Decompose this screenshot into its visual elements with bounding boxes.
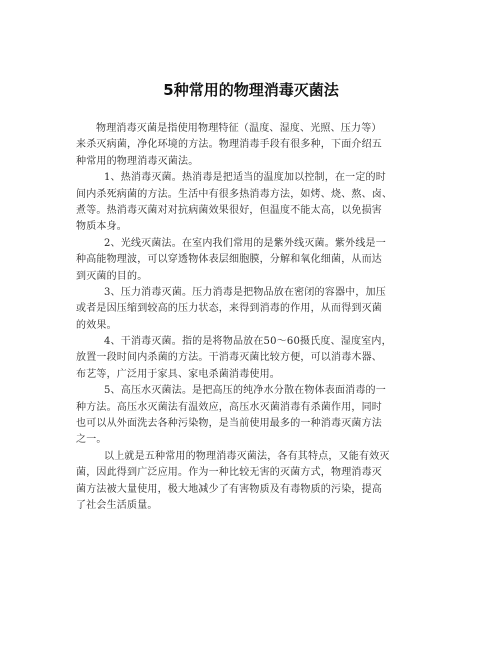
paragraph-line: 5、高压水灭菌法。是把高压的纯净水分散在物体表面消毒的一 [104, 385, 386, 397]
paragraph-line: 放置一段时间内杀菌的方法。干消毒灭菌比较方便，可以消毒木器、 [76, 352, 382, 364]
paragraph-line: 或者是因压缩到较高的压力状态，来得到消毒的作用，从而得到灭菌 [76, 303, 382, 315]
paragraph-line: 种高能物理波，可以穿透物体表层细胞膜，分解和氧化细菌，从而达 [76, 254, 382, 266]
paragraph-line: 间内杀死病菌的方法。生活中有很多热消毒方法，如烤、烧、熬、卤、 [76, 188, 393, 200]
paragraph-line: 以上就是五种常用的物理消毒灭菌法，各有其特点，又能有效灭 [104, 450, 390, 462]
paragraph-line: 布艺等，广泛用于家具、家电杀菌消毒使用。 [76, 368, 280, 380]
paragraph-line: 菌方法被大量使用，极大地减少了有害物质及有毒物质的污染，提高 [76, 483, 382, 495]
paragraph-line: 1、热消毒灭菌。热消毒是把适当的温度加以控制，在一定的时 [104, 172, 386, 184]
paragraph-line: 物质本身。 [76, 221, 127, 233]
document-body [76, 121, 436, 514]
paragraph-line: 2、光线灭菌法。在室内我们常用的是紫外线灭菌。紫外线是一 [104, 237, 386, 249]
paragraph-line: 物理消毒灭菌是指使用物理特征（温度、湿度、光照、压力等） [96, 123, 382, 134]
paragraph-line: 种方法。高压水灭菌法有温效应，高压水灭菌消毒有杀菌作用，同时 [76, 401, 382, 413]
paragraph-line: 4、干消毒灭菌。指的是将物品放在50～60摄氏度、湿度室内， [104, 336, 392, 348]
paragraph-line: 之一。 [76, 434, 107, 446]
paragraph-line: 了社会生活质量。 [76, 499, 158, 511]
paragraph-line: 种常用的物理消毒灭菌法。 [76, 155, 199, 167]
paragraph-line: 的效果。 [76, 319, 117, 331]
paragraph-line: 来杀灭病菌，净化环境的方法。物理消毒手段有很多种，下面介绍五 [76, 139, 382, 151]
paragraph-line: 菌，因此得到广泛应用。作为一种比较无害的灭菌方式，物理消毒灭 [76, 467, 382, 479]
paragraph-line: 3、压力消毒灭菌。压力消毒是把物品放在密闭的容器中，加压 [104, 286, 386, 298]
paragraph-line: 煮等。热消毒灭菌对对抗病菌效果很好，但温度不能太高，以免损害 [76, 204, 382, 216]
paragraph-line: 也可以从外面洗去各种污染物，是当前使用最多的一种消毒灭菌方法 [76, 418, 382, 430]
paragraph-line: 到灭菌的目的。 [76, 270, 148, 282]
document-title: 5种常用的物理消毒灭菌法 [163, 81, 339, 99]
